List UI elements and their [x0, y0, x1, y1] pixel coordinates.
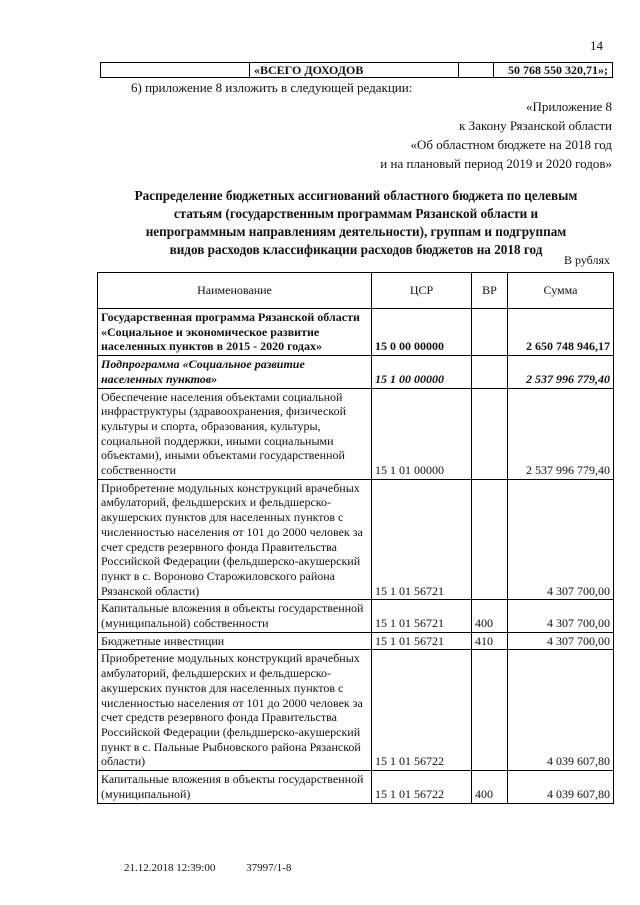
row-name: Бюджетные инвестиции [98, 632, 372, 650]
title-line: Распределение бюджетных ассигнований областного бюджета по целевым [134, 188, 578, 203]
header-name: Наименование [98, 273, 372, 309]
header-sum: Сумма [508, 273, 614, 309]
table-row [98, 600, 614, 632]
footer-doc-code: 37997/1-8 [246, 862, 292, 874]
row-vr [472, 309, 508, 356]
row-sum: 4 307 700,00 [508, 479, 614, 600]
empty-cell [101, 63, 250, 78]
row-vr: 400 [472, 600, 508, 632]
table-row [98, 356, 614, 388]
footer [124, 862, 319, 874]
row-vr: 410 [472, 632, 508, 650]
total-income-row [101, 63, 613, 78]
row-sum: 4 307 700,00 [508, 632, 614, 650]
table-row [98, 388, 614, 479]
title-line: непрограммным направлениям деятельности), группам и подгруппам [145, 224, 567, 239]
appendix-line: «Об областном бюджете на 2018 год [410, 137, 612, 152]
budget-table [97, 272, 614, 804]
title-line: видов расходов классификации расходов бюджетов на 2018 год [169, 242, 543, 257]
row-csr: 15 1 00 00000 [372, 356, 472, 388]
header-vr: ВР [472, 273, 508, 309]
row-name: Приобретение модульных конструкций врачебных амбулаторий, фельдшерских и фельдшерско-акушерских пунктов для населенных пунктов с численностью населения от 101 до 2000 человек за счет средств резервного фонда Правительства Российской Федерации (фельдшерско-акушерский пункт в с. Вороново Старожиловского района Рязанской области) [98, 479, 372, 600]
total-income-amount: 50 768 550 320,71»; [494, 63, 613, 78]
row-vr [472, 388, 508, 479]
row-name: Обеспечение населения объектами социальной инфраструктуры (здравоохранения, физической культуры и спорта, образования, культуры, социальной поддержки, иными социальными объектами), иными объектами государственной собственности [98, 388, 372, 479]
row-csr: 15 1 01 56721 [372, 479, 472, 600]
appendix-line: к Закону Рязанской области [459, 118, 612, 133]
row-name: Капитальные вложения в объекты государственной (муниципальной) собственности [98, 600, 372, 632]
row-csr: 15 1 01 56721 [372, 600, 472, 632]
document-title [96, 187, 616, 259]
row-name: Приобретение модульных конструкций врачебных амбулаторий, фельдшерских и фельдшерско-акушерских пунктов для населенных пунктов с численностью населения от 101 до 2000 человек за счет средств резервного фонда Правительства Российской Федерации (фельдшерско-акушерский пункт в с. Пальные Рыбновского района Рязанской области) [98, 650, 372, 771]
title-line: статьям (государственным программам Рязанской области и [173, 206, 539, 221]
row-vr: 400 [472, 771, 508, 803]
intro-text: 6) приложение 8 изложить в следующей редакции: [131, 80, 413, 95]
row-name: Подпрограмма «Социальное развитие населенных пунктов» [98, 356, 372, 388]
row-sum: 2 650 748 946,17 [508, 309, 614, 356]
row-sum: 4 307 700,00 [508, 600, 614, 632]
row-sum: 4 039 607,80 [508, 650, 614, 771]
table-row [98, 309, 614, 356]
row-vr [472, 356, 508, 388]
appendix-header [380, 97, 612, 173]
page-number: 14 [590, 38, 603, 53]
total-income-label: «ВСЕГО ДОХОДОВ [250, 63, 459, 78]
footer-timestamp: 21.12.2018 12:39:00 [124, 862, 216, 874]
row-csr: 15 1 01 56722 [372, 771, 472, 803]
row-name: Капитальные вложения в объекты государственной (муниципальной) [98, 771, 372, 803]
row-sum: 4 039 607,80 [508, 771, 614, 803]
table-row [98, 650, 614, 771]
row-vr [472, 479, 508, 600]
row-name: Государственная программа Рязанской области «Социальное и экономическое развитие населенных пунктов в 2015 - 2020 годах» [98, 309, 372, 356]
header-csr: ЦСР [372, 273, 472, 309]
row-sum: 2 537 996 779,40 [508, 388, 614, 479]
row-csr: 15 1 01 00000 [372, 388, 472, 479]
table-row [98, 771, 614, 803]
row-csr: 15 1 01 56722 [372, 650, 472, 771]
table-row [98, 632, 614, 650]
appendix-line: и на плановый период 2019 и 2020 годов» [380, 156, 612, 171]
table-row [98, 479, 614, 600]
row-sum: 2 537 996 779,40 [508, 356, 614, 388]
units-label: В рублях [563, 253, 610, 267]
row-csr: 15 0 00 00000 [372, 309, 472, 356]
appendix-line: «Приложение 8 [525, 99, 612, 114]
row-vr [472, 650, 508, 771]
empty-cell [459, 63, 494, 78]
table-header-row [98, 273, 614, 309]
total-income-table [100, 62, 613, 78]
row-csr: 15 1 01 56721 [372, 632, 472, 650]
